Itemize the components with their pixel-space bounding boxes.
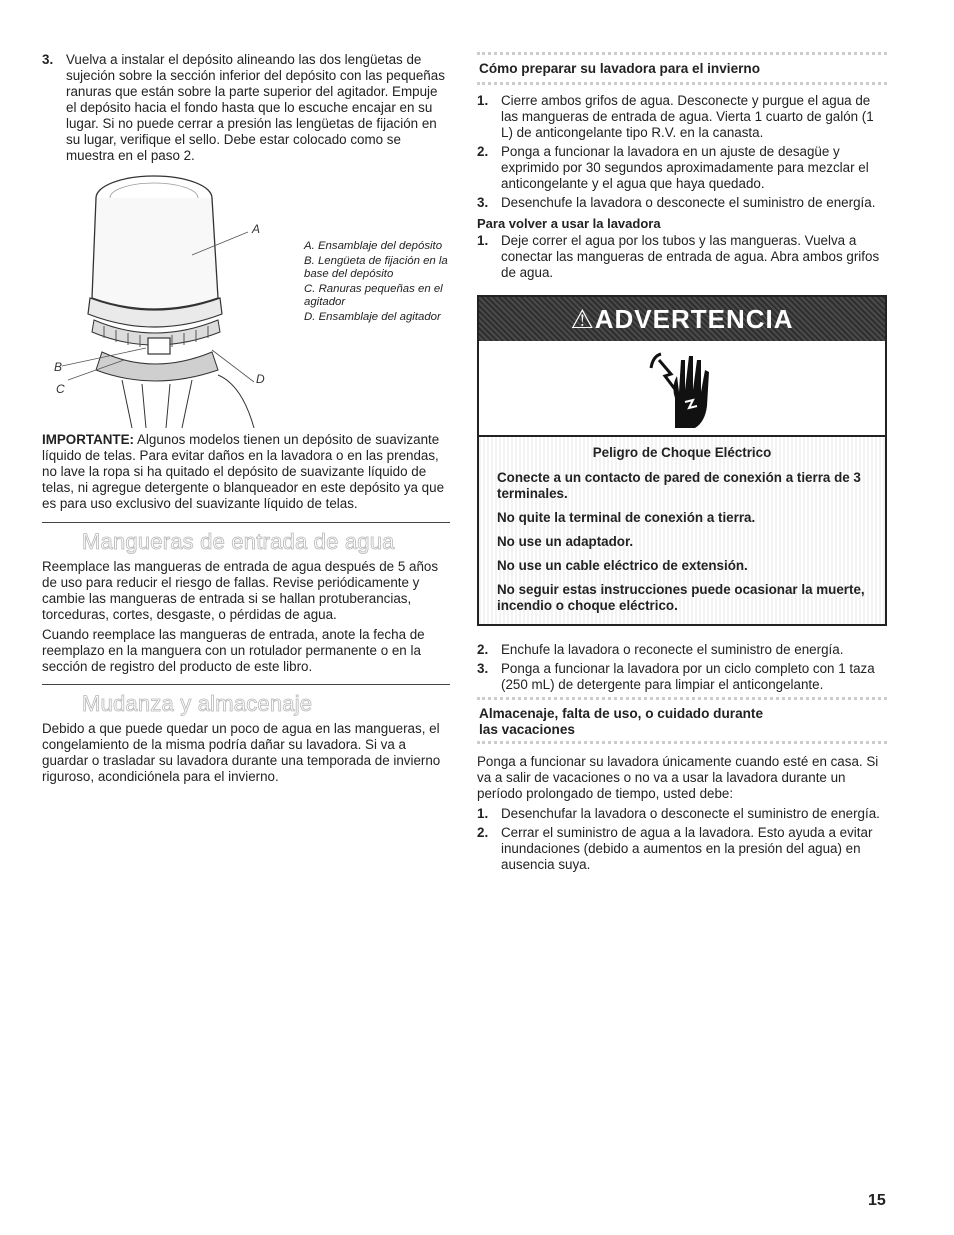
step-number: 3. [42, 52, 54, 67]
section-divider [42, 522, 450, 523]
legend-item: C. Ranuras pequeñas en el agitador [304, 283, 443, 308]
important-note [42, 432, 450, 512]
after-step: 3. Ponga a funcionar la lavadora por un ciclo completo con 1 taza (250 mL) de detergente para limpiar el anticongelante. [477, 661, 875, 692]
warning-line: No use un adaptador. [497, 534, 634, 549]
hoses-paragraph-1: Reemplace las mangueras de entrada de agua después de 5 años de uso para reducir el riesgo de fallas. Revise periódicamente y cambie las mangueras de entrada si se hallan protuberancias, torceduras, cortes, desgaste, o pérdidas de agua. [42, 559, 439, 622]
callout-a: A [252, 222, 261, 236]
storage-paragraph: Ponga a funcionar su lavadora únicamente cuando esté en casa. Si va a salir de vacaciones o no va a usar la lavadora durante un período prolongado de tiempo, usted debe: [477, 754, 879, 801]
warning-header-text: ADVERTENCIA [594, 304, 794, 334]
moving-paragraph: Debido a que puede quedar un poco de agua en las mangueras, el congelamiento de la misma podría dañar su lavadora. Si va a guardar o trasladar su lavadora durante una temporada de invierno riguroso, acondiciónela para el invierno. [42, 721, 441, 784]
dotted-divider [477, 741, 887, 744]
important-text: Algunos modelos tienen un depósito de suavizante líquido de telas. Para evitar daños en la lavadora o en las prendas, no lave la ropa si ha quitado el depósito de suavizante líquido de telas, ni agregue detergente o blanqueador en este depósito ya que es para uso exclusivo del suavizante líquido de telas. [42, 432, 445, 511]
hoses-paragraph-2: Cuando reemplace las mangueras de entrada, anote la fecha de reemplazo en la manguera con un rotulador permanente o en la sección de registro del producto de este libro. [42, 627, 425, 674]
callout-d: D [256, 372, 265, 386]
moving-heading: Mudanza y almacenaje [82, 691, 313, 716]
warning-line: Conecte a un contacto de pared de conexión a tierra de 3 terminales. [497, 470, 861, 501]
warning-line: No use un cable eléctrico de extensión. [497, 558, 748, 573]
warning-header [479, 297, 885, 341]
dispenser-illustration [42, 170, 302, 428]
dotted-divider [477, 52, 887, 55]
left-column [42, 52, 450, 785]
warning-body [479, 437, 885, 624]
reinstall-step [42, 52, 450, 164]
winter-step: 2. Ponga a funcionar la lavadora en un ajuste de desagüe y exprimido por 30 segundos aproximadamente para mezclar el anticongelante y el agua que haya quedado. [477, 144, 869, 191]
warning-triangle-icon: ⚠ [570, 304, 595, 334]
hoses-heading: Mangueras de entrada de agua [82, 529, 395, 554]
callout-b: B [54, 360, 63, 374]
callout-c: C [56, 382, 65, 396]
section-divider [42, 684, 450, 685]
winter-step: 3. Desenchufe la lavadora o desconecte el suministro de energía. [477, 195, 876, 210]
warning-icon-area [479, 341, 885, 437]
winter-heading: Cómo preparar su lavadora para el invierno [479, 61, 761, 76]
after-step: 2. Enchufe la lavadora o reconecte el suministro de energía. [477, 642, 844, 657]
legend-item: B. Lengüeta de fijación en la base del depósito [304, 255, 448, 280]
legend-item: A. Ensamblaje del depósito [304, 240, 443, 252]
legend-item: D. Ensamblaje del agitador [304, 311, 441, 323]
storage-heading: Almacenaje, falta de uso, o cuidado durante las vacaciones [479, 706, 764, 737]
dotted-divider [477, 697, 887, 700]
figure-legend [304, 240, 454, 326]
winter-step: 1. Cierre ambos grifos de agua. Desconecte y purgue el agua de las mangueras de entrada de agua. Vierta 1 cuarto de galón (1 L) de anticongelante tipo R.V. en la canasta. [477, 93, 874, 140]
warning-line: No quite la terminal de conexión a tierra. [497, 510, 756, 525]
right-column [477, 52, 887, 876]
page-number: 15 [868, 1192, 886, 1209]
reuse-heading: Para volver a usar la lavadora [477, 216, 661, 231]
storage-step: 1. Desenchufar la lavadora o desconecte el suministro de energía. [477, 806, 880, 821]
reuse-step: 1. Deje correr el agua por los tubos y las mangueras. Vuelva a conectar las mangueras de entrada de agua. Abra ambos grifos de agua. [477, 233, 880, 280]
warning-box [477, 295, 887, 626]
important-label: IMPORTANTE: [42, 432, 134, 447]
storage-step: 2. Cerrar el suministro de agua a la lavadora. Esto ayuda a evitar inundaciones (debido a aumentos en la presión del agua) en ausencia suya. [477, 825, 873, 872]
electric-shock-hand-icon [649, 346, 719, 430]
dispenser-figure [42, 170, 450, 428]
warning-title: Peligro de Choque Eléctrico [592, 445, 772, 460]
step-text: Vuelva a instalar el depósito alineando las dos lengüetas de sujeción sobre la sección inferior del depósito con las pequeñas ranuras que están sobre la parte superior del agitador. Empuje el depósito hacia el fondo hasta que lo escuche encajar en su lugar. Si no puede cerrar a presión las lengüetas de fijación en su lugar, verifique el sello. Debe estar colocado como se muestra en el paso 2. [66, 52, 445, 163]
warning-line: No seguir estas instrucciones puede ocasionar la muerte, incendio o choque eléctrico. [497, 582, 865, 613]
dotted-divider [477, 82, 887, 85]
